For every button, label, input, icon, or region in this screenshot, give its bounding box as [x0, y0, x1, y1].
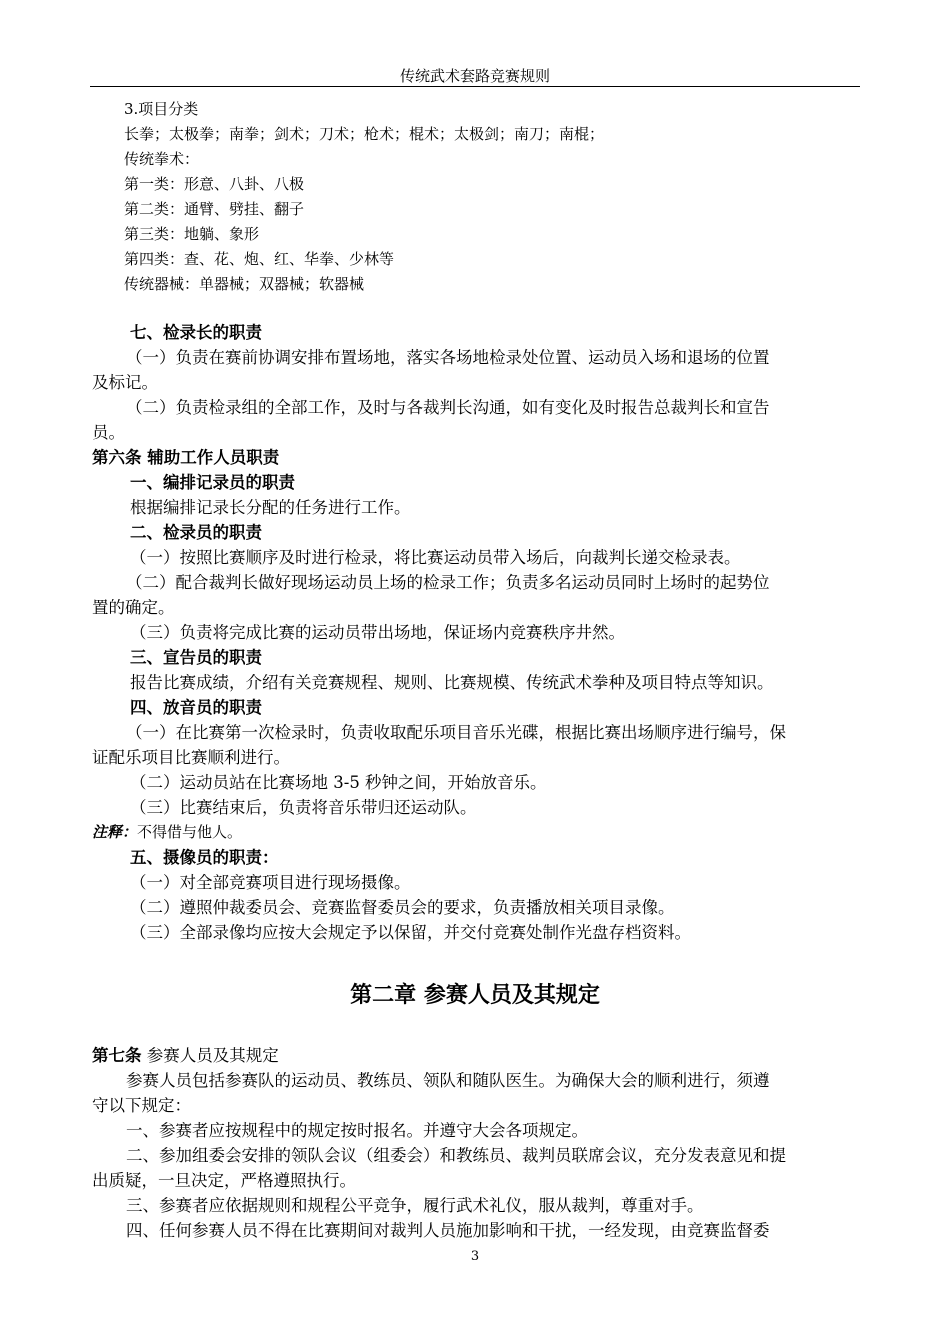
- section-heading: 二、检录员的职责: [130, 523, 262, 542]
- note-text: 不得借与他人。: [137, 823, 243, 841]
- list-item: 长拳；太极拳；南拳；剑术；刀术；枪术；棍术；太极剑；南刀；南棍；: [124, 125, 605, 143]
- article-title: 参赛人员及其规定: [146, 1046, 279, 1065]
- list-item: 第一类：形意、八卦、八极: [124, 175, 305, 193]
- page-number: 3: [470, 1249, 480, 1264]
- paragraph-line: （一）在比赛第一次检录时，负责收取配乐项目音乐光碟，根据比赛出场顺序进行编号，保: [126, 723, 786, 742]
- list-item: 传统拳术：: [124, 150, 200, 168]
- paragraph-line: 二、参加组委会安排的领队会议（组委会）和教练员、裁判员联席会议，充分发表意见和提: [126, 1146, 786, 1165]
- list-item: 第二类：通臂、劈挂、翻子: [124, 200, 305, 218]
- paragraph-line: （二）遵照仲裁委员会、竞赛监督委员会的要求，负责播放相关项目录像。: [130, 898, 675, 917]
- paragraph-line: （三）全部录像均应按大会规定予以保留，并交付竞赛处制作光盘存档资料。: [130, 923, 691, 942]
- paragraph-line: 证配乐项目比赛顺利进行。: [92, 748, 290, 767]
- article-heading: [92, 1045, 279, 1067]
- section-heading: 一、编排记录员的职责: [130, 473, 295, 492]
- section-heading: 四、放音员的职责: [130, 698, 262, 717]
- section-heading: 五、摄像员的职责：: [130, 848, 279, 867]
- paragraph-line: 报告比赛成绩，介绍有关竞赛规程、规则、比赛规模、传统武术拳种及项目特点等知识。: [130, 673, 774, 692]
- paragraph-line: （二）配合裁判长做好现场运动员上场的检录工作；负责多名运动员同时上场时的起势位: [126, 573, 770, 592]
- paragraph-line: （三）负责将完成比赛的运动员带出场地，保证场内竞赛秩序井然。: [130, 623, 625, 642]
- paragraph-line: 出质疑，一旦决定，严格遵照执行。: [92, 1171, 356, 1190]
- list-item: 传统器械：单器械；双器械；软器械: [124, 275, 365, 293]
- note-label: 注释：: [92, 823, 138, 841]
- paragraph-line: 员。: [92, 423, 125, 442]
- paragraph-line: 置的确定。: [92, 598, 175, 617]
- paragraph-line: 守以下规定：: [92, 1096, 191, 1115]
- running-header: 传统武术套路竞赛规则: [90, 66, 860, 87]
- list-item: 第四类：查、花、炮、红、华拳、少林等: [124, 250, 395, 268]
- paragraph-line: （三）比赛结束后，负责将音乐带归还运动队。: [130, 798, 477, 817]
- list-item: 3.项目分类: [124, 100, 199, 118]
- paragraph-line: （一）负责在赛前协调安排布置场地，落实各场地检录处位置、运动员入场和退场的位置: [126, 348, 770, 367]
- paragraph-line: （一）按照比赛顺序及时进行检录，将比赛运动员带入场后，向裁判长递交检录表。: [130, 548, 741, 567]
- paragraph-line: 三、参赛者应依据规则和规程公平竞争，履行武术礼仪，服从裁判，尊重对手。: [126, 1196, 704, 1215]
- article-heading: 第六条 辅助工作人员职责: [92, 448, 280, 467]
- note-line: [92, 822, 242, 842]
- article-number: 第七条: [92, 1046, 142, 1065]
- list-item: 第三类：地躺、象形: [124, 225, 260, 243]
- paragraph-line: 四、任何参赛人员不得在比赛期间对裁判人员施加影响和干扰，一经发现，由竞赛监督委: [126, 1221, 770, 1240]
- paragraph-line: （二）负责检录组的全部工作，及时与各裁判长沟通，如有变化及时报告总裁判长和宣告: [126, 398, 770, 417]
- section-heading: 七、检录长的职责: [130, 323, 262, 342]
- paragraph-line: 根据编排记录长分配的任务进行工作。: [130, 498, 411, 517]
- paragraph-line: 参赛人员包括参赛队的运动员、教练员、领队和随队医生。为确保大会的顺利进行，须遵: [126, 1071, 770, 1090]
- paragraph-line: 及标记。: [92, 373, 158, 392]
- paragraph-line: （二）运动员站在比赛场地 3-5 秒钟之间，开始放音乐。: [130, 773, 547, 792]
- chapter-title: 第二章 参赛人员及其规定: [350, 983, 600, 1008]
- paragraph-line: （一）对全部竞赛项目进行现场摄像。: [130, 873, 411, 892]
- section-heading: 三、宣告员的职责: [130, 648, 262, 667]
- paragraph-line: 一、参赛者应按规程中的规定按时报名。并遵守大会各项规定。: [126, 1121, 588, 1140]
